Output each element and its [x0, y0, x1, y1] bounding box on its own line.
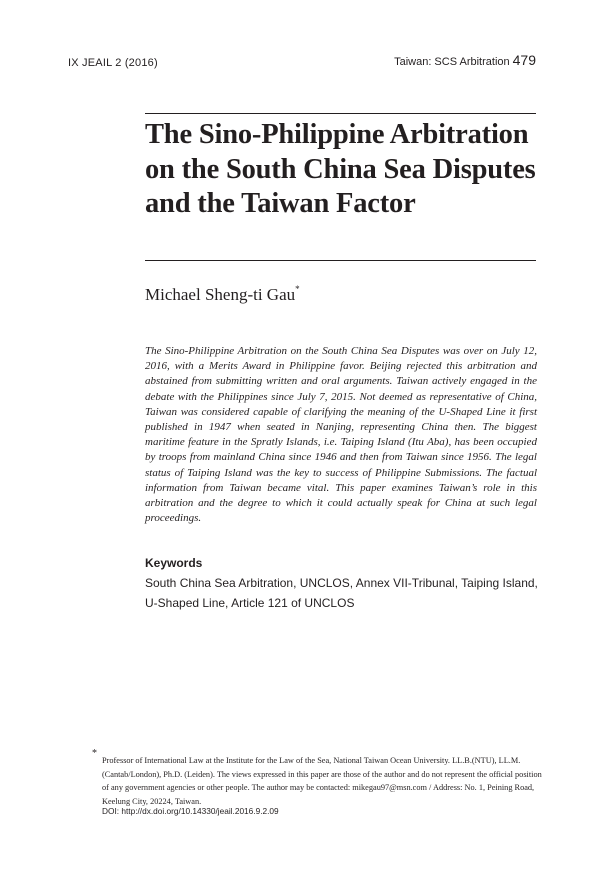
running-title: Taiwan: SCS Arbitration — [394, 56, 510, 68]
author-name: Michael Sheng-ti Gau — [145, 285, 296, 304]
author-line — [145, 285, 300, 305]
footnote-mark: * — [92, 748, 97, 759]
doi-line: DOI: http://dx.doi.org/10.14330/jeail.2016.9.2.09 — [102, 806, 279, 816]
author-note-mark: * — [295, 284, 300, 294]
keywords-heading: Keywords — [145, 556, 203, 570]
abstract: The Sino-Philippine Arbitration on the South China Sea Disputes was over on July 12, 2016, with a Merits Award in Philippine favor. Beijing rejected this arbitration and abstained from submitting written and oral arguments. Taiwan actively engaged in the debate with the Philippines since July 7, 2015. Not deemed as representative of China, Taiwan was considered capable of clarifying the meaning of the U-Shaped Line it first published in 1947 when seated in Nanjing, representing China then. The biggest maritime feature in the Spratly Islands, i.e. Taiping Island (Itu Aba), has been occupied by troops from mainland China since 1946 and then from Taiwan since 1956. The legal status of Taiping Island was the key to success of Philippine Submissions. The factual information from Taiwan became vital. This paper examines Taiwan’s role in this arbitration and the degree to which it could actually speak for China at such legal proceedings. — [145, 345, 537, 525]
page-number: 479 — [512, 52, 536, 68]
title-bottom-rule — [145, 260, 536, 261]
keywords-list: South China Sea Arbitration, UNCLOS, Annex VII-Tribunal, Taiping Island, U-Shaped Line, Article 121 of UNCLOS — [145, 576, 538, 610]
title-top-rule — [145, 113, 536, 114]
article-title: The Sino-Philippine Arbitration on the South China Sea Disputes and the Taiwan Factor — [145, 119, 536, 219]
author-footnote: Professor of International Law at the Institute for the Law of the Sea, National Taiwan Ocean University. LL.B.(NTU), LL.M. (Cantab/London), Ph.D. (Leiden). The views expressed in this paper are those of the author and do not represent the official position of any government agencies or other people. The author may be contacted: mikegau97@msn.com / Address: No. 1, Peining Road, Keelung City, 20224, Taiwan. — [102, 756, 542, 806]
journal-reference: IX JEAIL 2 (2016) — [68, 57, 158, 69]
running-header — [394, 52, 536, 68]
